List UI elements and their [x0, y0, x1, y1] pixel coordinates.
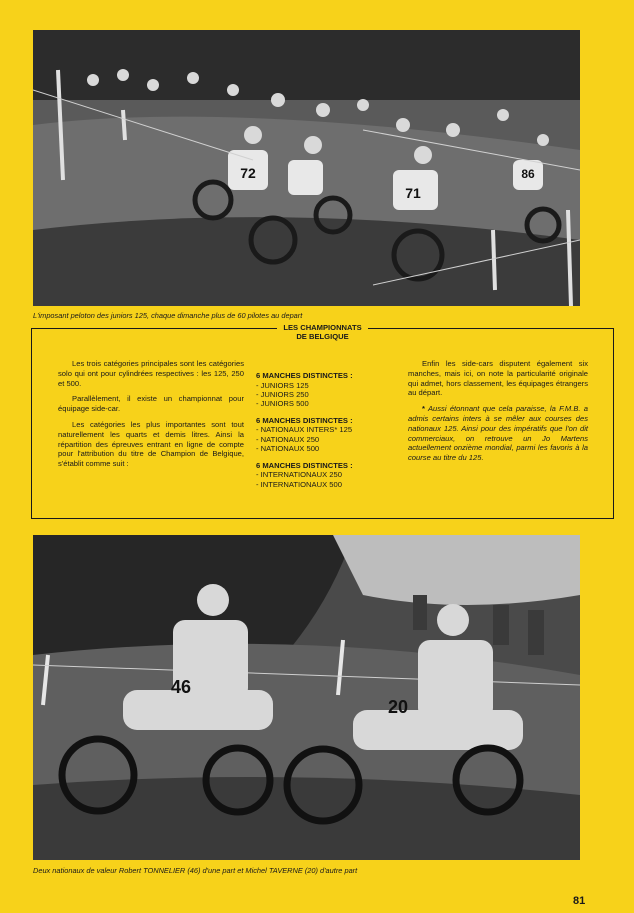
paragraph: Les catégories les plus importantes sont tout naturellement les quarts et demis litres. Ainsi la répartition des épreuves entrant en ligne de compte pour l'attribution du titre de Champion de Belgique, s'établit comme suit : — [58, 419, 244, 469]
asterisk-icon: * — [422, 404, 425, 414]
box-title — [32, 323, 613, 342]
paragraph: Parallèlement, il existe un championnat pour équipage side-car. — [58, 394, 244, 414]
bike-number-plate: 20 — [387, 697, 409, 717]
box-title-line2: DE BELGIQUE — [290, 332, 354, 341]
race-group-title: 6 MANCHES DISTINCTES : — [256, 371, 353, 380]
photo-caption-top: L'imposant peloton des juniors 125, chaque dimanche plus de 60 pilotes au depart — [33, 311, 303, 320]
footnote-text: Aussi étonnant que cela paraisse, la F.M.B. a admis certains inters à se mêler aux courses des nationaux 125. Ainsi pour des impératifs que l'on dit commerciaux, on retrouve un Jo Martens actuellement onzième mondial, parmi les favoris à la course au titre du 125. — [408, 404, 588, 463]
paragraph: Les trois catégories principales sont les catégories solo qui ont pour cylindrées respectives : les 125, 250 et 500. — [58, 359, 244, 388]
race-group-item: - INTERNATIONAUX 500 — [256, 479, 342, 489]
photo-two-riders-image — [33, 535, 580, 860]
championships-box — [31, 323, 614, 519]
footnote — [408, 404, 588, 463]
bike-number-plate: 86 — [521, 167, 535, 181]
box-column-right — [408, 359, 588, 469]
race-group-item: - JUNIORS 500 — [256, 399, 309, 409]
race-group-item: - NATIONAUX 500 — [256, 444, 320, 454]
race-group — [256, 371, 406, 409]
photo-junior-peloton-image — [33, 30, 580, 306]
bike-number-plate: 46 — [170, 677, 192, 697]
box-column-center — [256, 371, 406, 496]
race-group — [256, 461, 406, 489]
photo-junior-peloton — [33, 30, 580, 306]
photo-two-riders — [33, 535, 580, 860]
race-group-item: - INTERNATIONAUX 250 — [256, 470, 342, 480]
bike-number-plate: 71 — [405, 185, 421, 201]
race-group-title: 6 MANCHES DISTINCTES : — [256, 460, 353, 470]
photo-caption-bottom: Deux nationaux de valeur Robert TONNELIER (46) d'une part et Michel TAVERNE (20) d'autre part — [33, 866, 358, 875]
race-group-item: - JUNIORS 250 — [256, 390, 309, 399]
race-group — [256, 416, 406, 454]
box-title-line1: LES CHAMPIONNATS — [277, 323, 367, 332]
page-number: 81 — [573, 895, 586, 907]
race-group-title: 6 MANCHES DISTINCTES : — [256, 415, 353, 425]
box-column-left — [58, 359, 244, 475]
race-group-item: - JUNIORS 125 — [256, 380, 309, 390]
paragraph: Enfin les side-cars disputent également six manches, mais ici, on note la particularité originale qui admet, hors classement, les équipages étrangers au départ. — [408, 359, 588, 398]
race-group-item: - NATIONAUX 250 — [256, 434, 320, 444]
race-group-item: - NATIONAUX INTERS* 125 — [256, 425, 353, 435]
bike-number-plate: 72 — [240, 165, 256, 181]
